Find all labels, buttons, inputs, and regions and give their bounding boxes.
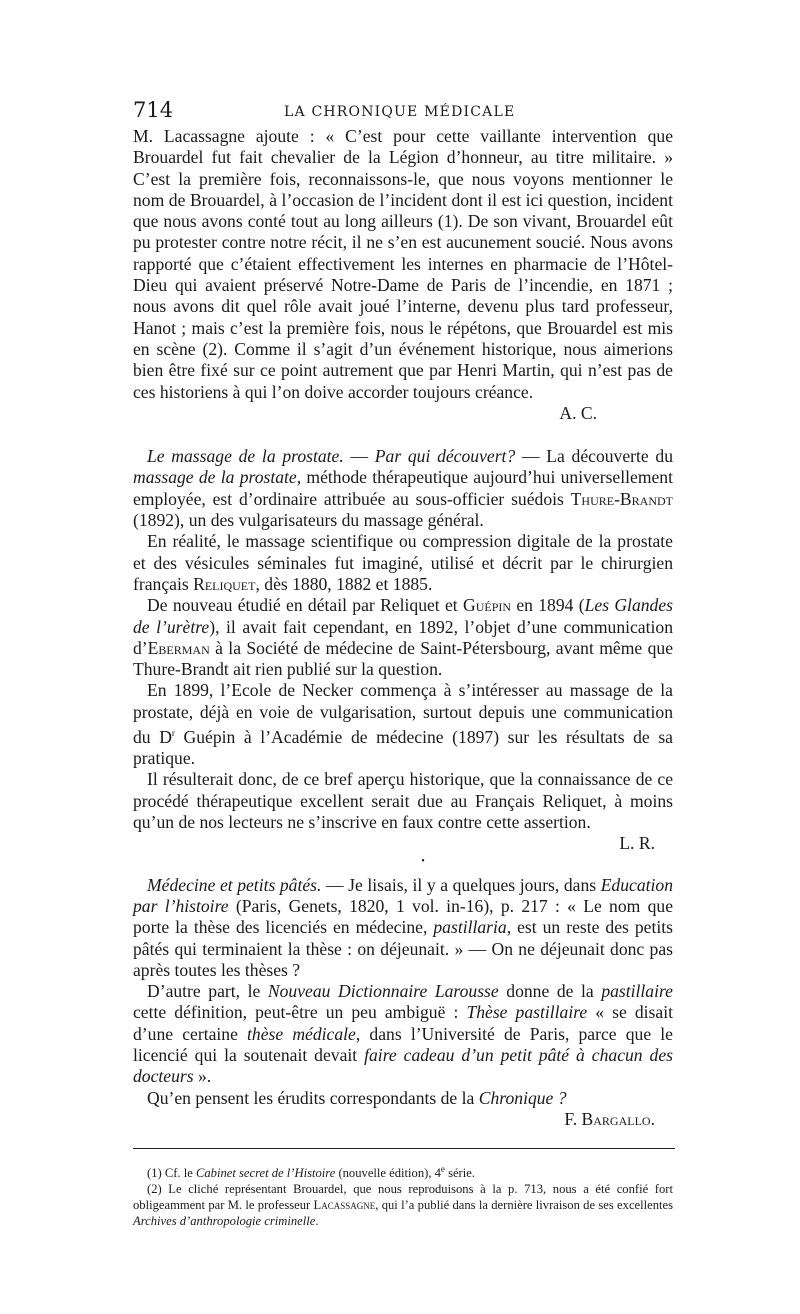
signature: A. C. bbox=[559, 402, 597, 423]
signature: F. Bargallo. bbox=[564, 1108, 655, 1129]
paragraph: En réalité, le massage scientifique ou compression digitale de la prostate et des vésicules séminales fut imaginé, utilisé et décrit par le chirurgien français Reliquet, dès 1880, 1882 et 1885. bbox=[133, 531, 673, 594]
paragraph: Médecine et petits pâtés. — Je lisais, il y a quelques jours, dans Education par l’histoire (Paris, Genets, 1820, 1 vol. in-16), p. 217 : « Le nom que porte la thèse des licenciés en médecine, pastillaria, est un reste des petits pâtés qui terminaient la thèse : on déjeunait. » — On ne déjeunait donc pas après toutes les thèses ? bbox=[133, 874, 674, 980]
section-title: Médecine et petits pâtés. bbox=[147, 874, 322, 895]
separator-dot: • bbox=[421, 855, 425, 867]
person-name: Reliquet bbox=[193, 573, 256, 594]
page-header bbox=[133, 98, 673, 126]
footnote: (2) Le cliché représentant Brouardel, que nous reproduisons à la p. 713, nous a été confié fort obligeamment par M. le professeur Lacassagne, qui l’a publié dans la dernière livraison de ses excellentes Archives d’anthropologie criminelle. bbox=[133, 1182, 674, 1229]
section-title: Le massage de la prostate. bbox=[147, 446, 344, 467]
paragraph: Il résulterait donc, de ce bref aperçu historique, que la connaissance de ce procédé thérapeutique excellent serait due au Français Reliquet, à moins qu’un de nos lecteurs ne s’inscrive en faux contre cette assertion. bbox=[133, 769, 673, 833]
paragraph: Le massage de la prostate. — Par qui découvert? — La découverte du massage de la prostate, méthode thérapeutique aujourd’hui universellement employée, est d’ordinaire attribuée au sous-officier suédois Thure-Brandt (1892), un des vulgarisateurs du massage général. bbox=[133, 446, 674, 531]
page bbox=[133, 98, 673, 1229]
footnotes bbox=[133, 1161, 673, 1229]
body-text bbox=[133, 126, 673, 1130]
person-name: Guépin bbox=[463, 595, 512, 616]
paragraph: De nouveau étudié en détail par Reliquet et Guépin en 1894 (Les Glandes de l’urètre), il avait fait cependant, en 1892, l’objet d’une communication d’Eberman à la Société de médecine de Saint-Pétersbourg, avant même que Thure-Brandt ait rien publié sur la question. bbox=[133, 595, 673, 680]
signature: L. R. bbox=[619, 833, 655, 854]
paragraph: M. Lacassagne ajoute : « C’est pour cette vaillante intervention que Brouardel fut fait chevalier de la Légion d’honneur, au titre militaire. » C’est la première fois, reconnaissons-le, que nous voyons mentionner le nom de Brouardel, à l’occasion de l’incident dont il est ici question, incident que nous avons conté tout au long ailleurs (1). De son vivant, Brouardel eût pu protester contre notre récit, il ne s’en est aucunement soucié. Nous avons rapporté que c’étaient effectivement les internes en pharmacie de l’Hôtel-Dieu qui avaient préservé Notre-Dame de Paris de l’incendie, en 1871 ; nous avons dit quel rôle avait joué l’interne, devenu plus tard professeur, Hanot ; mais c’est la première fois, nous le répétons, que Brouardel est mis en scène (2). Comme il s’agit d’un événement historique, nous aimerions bien être fixé sur ce point autrement que par Henri Martin, qui n’est pas de ces historiens à qui l’on doive accorder toujours créance. bbox=[133, 126, 673, 402]
running-head: LA CHRONIQUE MÉDICALE bbox=[284, 104, 516, 120]
paragraph: D’autre part, le Nouveau Dictionnaire Larousse donne de la pastillaire cette définition, peut-être un peu ambiguë : Thèse pastillaire « se disait d’une certaine thèse médicale, dans l’Université de Paris, parce que le licencié qui la soutenait devait faire cadeau d’un petit pâté à chacun des docteurs ». bbox=[133, 981, 673, 1087]
person-name: Eberman bbox=[147, 637, 210, 658]
paragraph: En 1899, l’Ecole de Necker commença à s’intéresser au massage de la prostate, déjà en voie de vulgarisation, surtout depuis une communication du $D^r$ Guépin à l’Académie de médecine (1897) sur les résultats de sa pratique. bbox=[133, 680, 673, 769]
person-name: Thure-Brandt bbox=[570, 488, 673, 509]
page-number: 714 bbox=[133, 98, 174, 122]
footnote-rule bbox=[133, 1148, 675, 1149]
person-name: Lacassagne bbox=[313, 1198, 376, 1213]
section-title: Par qui découvert? bbox=[374, 446, 516, 467]
paragraph: Qu’en pensent les érudits correspondants de la Chronique ? bbox=[147, 1087, 567, 1108]
footnote: (1) Cf. le Cabinet secret de l’Histoire (nouvelle édition), 4e série. bbox=[147, 1164, 475, 1181]
